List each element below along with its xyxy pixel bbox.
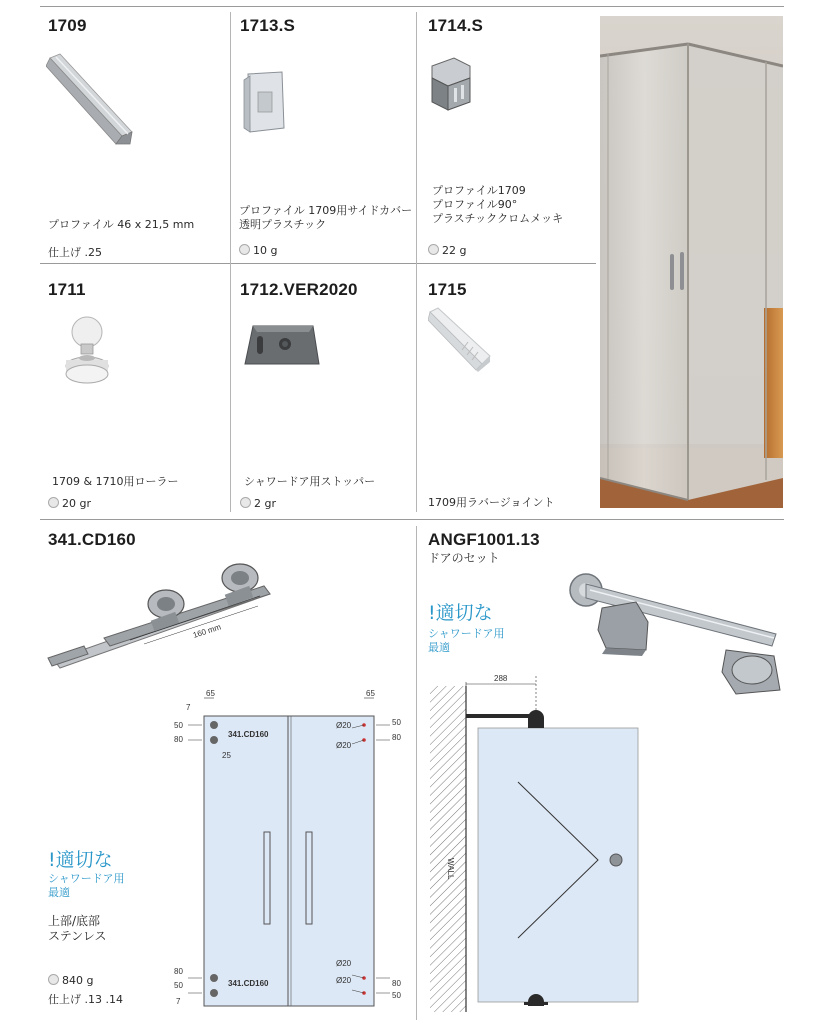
- weight-1712: [240, 497, 276, 510]
- suitable-sub1-341: シャワードア用: [48, 872, 125, 885]
- profile-1709-image: [46, 50, 136, 150]
- corner-1714s-image: [428, 56, 474, 114]
- weight-icon: [48, 974, 59, 985]
- desc2-1714s: プロファイル90°: [432, 198, 518, 211]
- hole-label-3: Ø20: [336, 959, 352, 968]
- desc3-1714s: プラスチッククロムメッキ: [432, 212, 564, 225]
- stopper-1712-image: [243, 320, 321, 370]
- label-bottom-341: 341.CD160: [228, 979, 269, 988]
- dim-50-top-left: 50: [174, 721, 183, 730]
- product-code-1711: 1711: [48, 280, 86, 299]
- suitable-sub1-angf: シャワードア用: [428, 627, 505, 640]
- dim-50-top-right: 50: [392, 718, 401, 727]
- dim-65-left: 65: [206, 689, 215, 698]
- dim-7-bottom: 7: [176, 997, 181, 1006]
- row-rule-1: [40, 263, 596, 264]
- desc1-1713s: プロファイル 1709用サイドカバー: [239, 204, 413, 217]
- dim-50-bottom-left: 50: [174, 981, 183, 990]
- weight-value: 22 g: [442, 244, 467, 257]
- weight-value: 2 gr: [254, 497, 276, 510]
- suitable-title-341: !適切な: [48, 849, 113, 871]
- dim-80-top-left: 80: [174, 735, 183, 744]
- dim-80-bottom-left: 80: [174, 967, 183, 976]
- weight-value: 20 gr: [62, 497, 91, 510]
- hole-label-4: Ø20: [336, 976, 352, 985]
- weight-icon: [48, 497, 59, 508]
- product-code-1709: 1709: [48, 16, 87, 35]
- weight-1711: [48, 497, 91, 510]
- roller-length-label: 160 mm: [191, 622, 223, 640]
- suitable-title-angf: !適切な: [428, 602, 493, 624]
- side-cover-1713s-image: [242, 70, 288, 136]
- label-top-341: 341.CD160: [228, 730, 269, 739]
- dim-288: 288: [494, 674, 508, 683]
- product-code-angf1001: ANGF1001.13: [428, 530, 540, 549]
- subtitle-angf1001: ドアのセット: [428, 551, 500, 565]
- rubber-joint-1715-image: [428, 306, 494, 374]
- shower-enclosure-photo: [600, 16, 783, 508]
- desc-1712: シャワードア用ストッパー: [244, 475, 376, 488]
- weight-icon: [239, 244, 250, 255]
- weight-341: [48, 974, 93, 987]
- product-code-1713s: 1713.S: [240, 16, 296, 35]
- roller-1711-image: [62, 314, 112, 386]
- dim-7-top: 7: [186, 703, 191, 712]
- material2-341: ステンレス: [48, 929, 107, 943]
- desc2-1713s: 透明プラスチック: [239, 218, 327, 231]
- weight-value: 10 g: [253, 244, 278, 257]
- weight-1713s: [239, 244, 277, 257]
- weight-icon: [428, 244, 439, 255]
- top-rule: [40, 6, 784, 7]
- finish-1709: 仕上げ .25: [48, 246, 102, 259]
- weight-value: 840 g: [62, 974, 94, 987]
- dim-25: 25: [222, 751, 231, 760]
- col-rule-2: [416, 12, 417, 512]
- row-rule-2: [40, 519, 784, 520]
- door-drawing-angf: [426, 672, 644, 1014]
- suitable-sub2-angf: 最適: [428, 641, 450, 654]
- weight-icon: [240, 497, 251, 508]
- material1-341: 上部/底部: [48, 914, 101, 928]
- suitable-sub2-341: 最適: [48, 886, 70, 899]
- dim-65-right: 65: [366, 689, 375, 698]
- dim-50-bottom-right: 50: [392, 991, 401, 1000]
- hole-label-1: Ø20: [336, 721, 352, 730]
- product-code-1712ver2020: 1712.VER2020: [240, 280, 358, 299]
- double-roller-341-image: [44, 560, 280, 674]
- col-rule-1: [230, 12, 231, 512]
- wall-label: WALL: [446, 858, 455, 880]
- dim-80-bottom-right: 80: [392, 979, 401, 988]
- finish-341: 仕上げ .13 .14: [48, 993, 123, 1006]
- weight-1714s: [428, 244, 466, 257]
- desc-1709: プロファイル 46 x 21,5 mm: [48, 218, 195, 231]
- product-code-1714s: 1714.S: [428, 16, 484, 35]
- dim-80-top-right: 80: [392, 733, 401, 742]
- product-code-1715: 1715: [428, 280, 467, 299]
- hole-label-2: Ø20: [336, 741, 352, 750]
- door-drawing-341: [168, 688, 408, 1018]
- desc-1715: 1709用ラバージョイント: [428, 496, 555, 509]
- product-code-341cd160: 341.CD160: [48, 530, 136, 549]
- desc1-1714s: プロファイル1709: [432, 184, 526, 197]
- col-rule-3: [416, 526, 417, 1020]
- desc-1711: 1709 & 1710用ローラー: [52, 475, 179, 488]
